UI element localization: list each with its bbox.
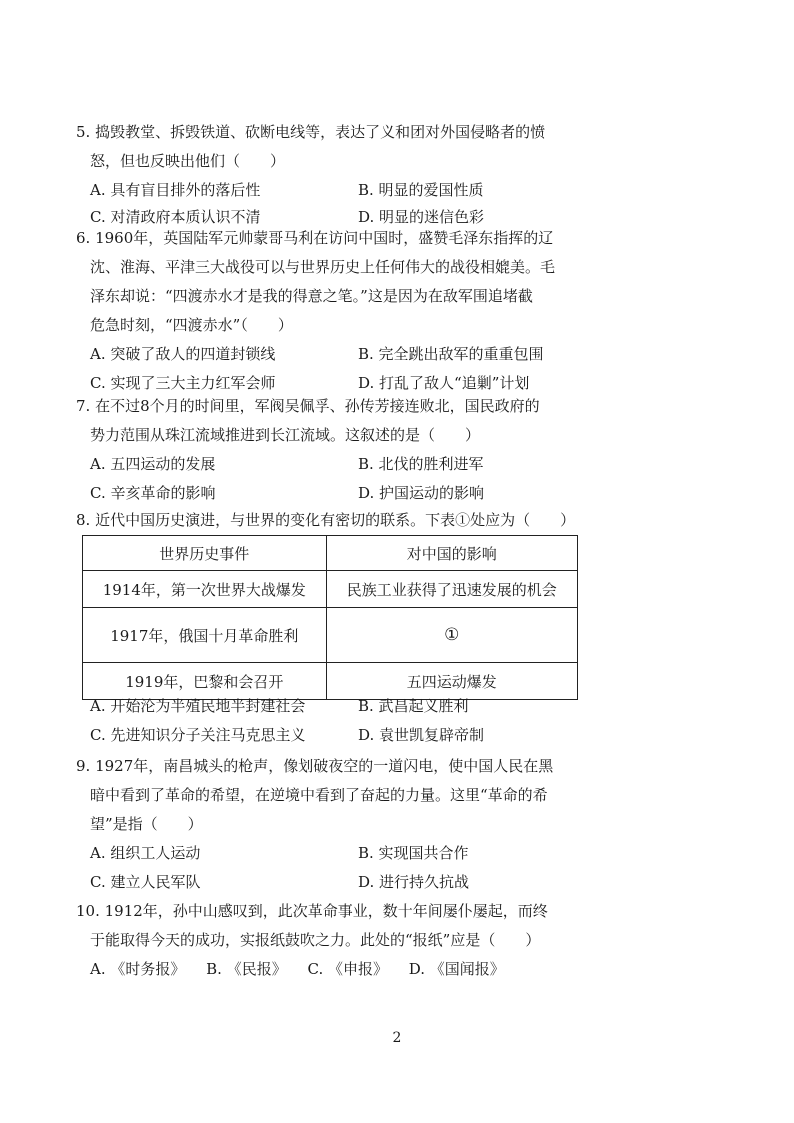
history-table	[82, 535, 578, 700]
option-a: A. 具有盲目排外的落后性	[90, 181, 261, 199]
table-row	[83, 571, 578, 608]
option-b: B. 《民报》	[206, 960, 287, 978]
option-b: B. 北伐的胜利进军	[358, 455, 484, 473]
question-stem-line: 9. 1927年，南昌城头的枪声，像划破夜空的一道闪电，使中国人民在黑	[76, 757, 554, 775]
option-c: C. 实现了三大主力红军会师	[90, 374, 276, 392]
table-header-cell: 对中国的影响	[326, 536, 577, 571]
option-d: D. 明显的迷信色彩	[358, 208, 485, 226]
table-cell: 1919年，巴黎和会召开	[83, 663, 327, 700]
question-8-options	[76, 692, 596, 750]
option-c: C. 建立人民军队	[90, 873, 201, 891]
option-b: B. 实现国共合作	[358, 844, 469, 862]
question-10	[76, 897, 596, 984]
option-c: C. 《申报》	[307, 960, 388, 978]
option-d: D. 袁世凯复辟帝制	[358, 726, 485, 744]
option-d: D. 护国运动的影响	[358, 484, 485, 502]
question-8	[76, 506, 636, 535]
option-d: D. 进行持久抗战	[358, 873, 470, 891]
table-cell: 民族工业获得了迅速发展的机会	[326, 571, 577, 608]
question-stem-line: 暗中看到了革命的希望，在逆境中看到了奋起的力量。这里“革命的希	[90, 786, 548, 804]
option-b: B. 明显的爱国性质	[358, 181, 484, 199]
option-a: A. 《时务报》	[90, 960, 186, 978]
option-b: B. 武昌起义胜利	[358, 697, 469, 715]
question-stem-line: 6. 1960年，英国陆军元帅蒙哥马利在访问中国时，盛赞毛泽东指挥的辽	[76, 229, 554, 247]
table-cell: 五四运动爆发	[326, 663, 577, 700]
option-a: A. 开始沦为半殖民地半封建社会	[90, 697, 306, 715]
option-a: A. 突破了敌人的四道封锁线	[90, 345, 276, 363]
table-cell: 1917年，俄国十月革命胜利	[83, 608, 327, 663]
question-5	[76, 118, 596, 229]
question-stem-line: 泽东却说：“四渡赤水才是我的得意之笔。”这是因为在敌军围追堵截	[90, 287, 533, 305]
question-stem-line: 于能取得今天的成功，实报纸鼓吹之力。此处的“报纸”应是（ ）	[90, 931, 541, 949]
option-d: D. 打乱了敌人“追剿”计划	[358, 374, 530, 392]
option-b: B. 完全跳出敌军的重重包围	[358, 345, 544, 363]
table-cell: ①	[326, 608, 577, 663]
option-a: A. 组织工人运动	[90, 844, 201, 862]
question-stem-line: 沈、淮海、平津三大战役可以与世界历史上任何伟大的战役相媲美。毛	[90, 258, 556, 276]
table-header-cell: 世界历史事件	[83, 536, 327, 571]
question-6	[76, 224, 596, 398]
question-stem-line: 10. 1912年，孙中山感叹到，此次革命事业，数十年间屡仆屡起，而终	[76, 902, 548, 920]
option-c: C. 对清政府本质认识不清	[90, 208, 261, 226]
options-row	[90, 955, 596, 984]
question-9	[76, 752, 596, 897]
question-7	[76, 392, 596, 508]
option-c: C. 辛亥革命的影响	[90, 484, 216, 502]
question-stem-line: 望”是指（ ）	[90, 815, 203, 833]
question-stem-line: 怒，但也反映出他们（ ）	[90, 152, 286, 170]
option-c: C. 先进知识分子关注马克思主义	[90, 726, 306, 744]
question-stem-line: 危急时刻，“四渡赤水”（ ）	[90, 316, 293, 334]
question-stem-line: 7. 在不过8个月的时间里，军阀吴佩孚、孙传芳接连败北，国民政府的	[76, 397, 540, 415]
table-cell: 1914年，第一次世界大战爆发	[83, 571, 327, 608]
table-row	[83, 608, 578, 663]
option-d: D. 《国闻报》	[408, 960, 505, 978]
question-stem-line: 势力范围从珠江流域推进到长江流域。这叙述的是（ ）	[90, 426, 481, 444]
table-header-row	[83, 536, 578, 571]
question-stem-line: 8. 近代中国历史演进，与世界的变化有密切的联系。下表①处应为（ ）	[76, 511, 576, 529]
question-stem-line: 5. 捣毁教堂、拆毁铁道、砍断电线等，表达了义和团对外国侵略者的愤	[76, 123, 546, 141]
page-number: 2	[392, 1030, 402, 1046]
option-a: A. 五四运动的发展	[90, 455, 216, 473]
